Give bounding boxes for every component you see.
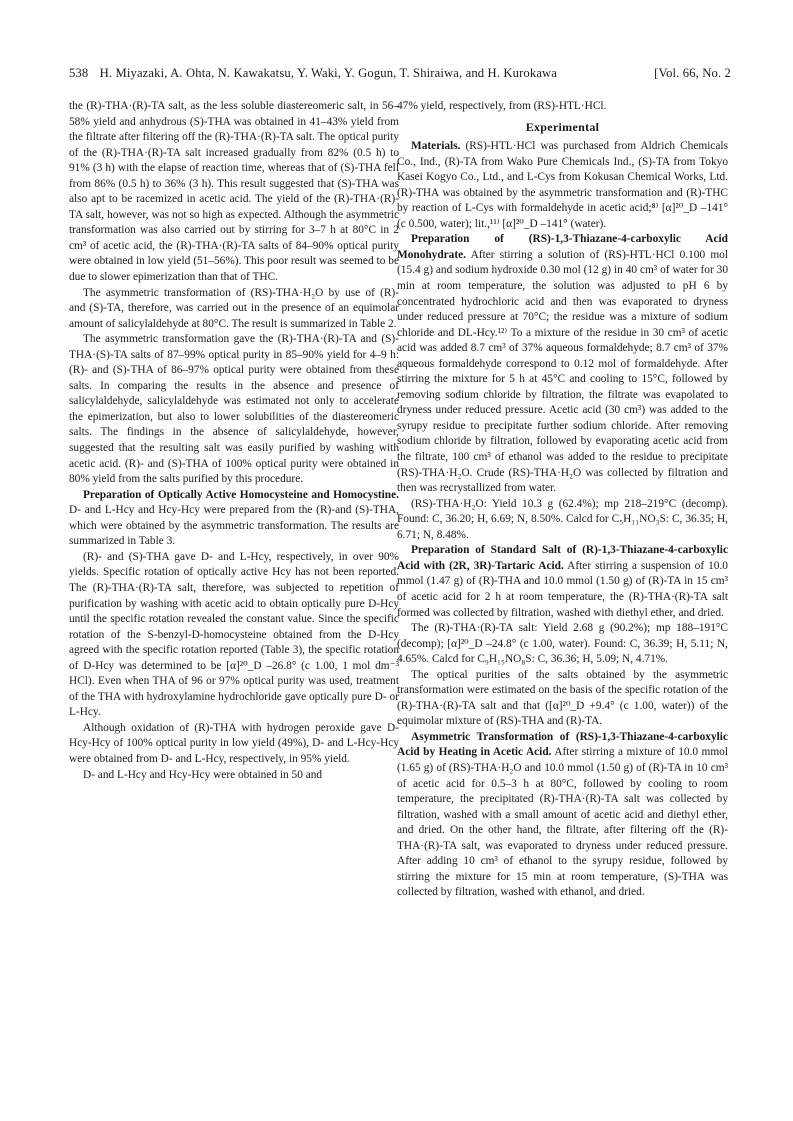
runin-heading: Preparation of (RS)-1,3-Thiazane-4-carboxylic Acid Monohydrate. [397, 233, 728, 261]
runin-heading: Preparation of Standard Salt of (R)-1,3-Thiazane-4-carboxylic Acid with (2R, 3R)-Tartaric Acid. [397, 544, 728, 572]
subsection-paragraph [397, 730, 728, 901]
body-paragraph: (R)- and (S)-THA gave D- and L-Hcy, respectively, in over 90% yields. Specific rotation of optically active Hcy has not been reported. The (R)-THA·(R)-TA salt, therefore, was subjected to repetition of purification by washing with acetic acid to obtain optically pure D-Hcy until the specific rotation revealed the constant value. Since the specific rotation of the S-benzyl-D-homocysteine obtained from the D-Hcy agreed with the specific rotation reported (Table 3), the specific rotation of D-Hcy was determined to be [α]²⁰_D –26.8° (c 1.00, 1 mol dm⁻³ HCl). Even when THA of 96 or 97% optical purity was used, treatment of the THA with hydroxylamine hydrochloride gave optically pure D- or L-Hcy. [69, 550, 399, 719]
body-paragraph: The asymmetric transformation gave the (R)-THA·(R)-TA and (S)-THA·(S)-TA salts of 87–99% optical purity in 85–90% yield for 4–9 h: (R)- and (S)-THA of 86–97% optical purity were obtained from these salts. In comparing the results in the absence and presence of salicylaldehyde, salicylaldehyde was estimated not only to accelerate the epimerization, but also to lower solubilities of the diastereomeric salts. The findings in the absence of salicylaldehyde, however, suggested that the resulting salt was easily purified by washing with acetic acid. (R)- and (S)-THA of 100% optical purity were obtained in 80% yield from the salts purified by this procedure. [69, 333, 399, 486]
runin-heading: Materials. [411, 140, 461, 153]
subsection-paragraph [397, 543, 728, 621]
right-column [397, 99, 728, 901]
paragraph-text: After stirring a solution of (RS)-HTL·HCl 0.100 mol (15.4 g) and sodium hydroxide 0.30 mol (12 g) in 40 cm³ of water for 30 min at room temperature, the solution was adjusted to pH 6 by concentrated hydrochloric acid and then was evaporated to dryness under reduced pressure at 70°C; the residue was a mixture of sodium chloride and DL-Hcy.¹²⁾ To a mixture of the residue in 30 cm³ of acetic acid was added 8.7 cm³ of 37% aqueous formaldehyde; 8.7 cm³ of 37% aqueous formaldehyde correspond to 0.12 mol of formaldehyde. After stirring the mixture for 5 h at 45°C and cooling to 15°C, followed by removing sodium chloride by filtration, the filtrate was evapolated to dryness under reduced pressure. Acetic acid (30 cm³) was added to the syrupy residue to precipitate further sodium chloride. After removing sodium chloride by filtration, followed by evaporating acetic acid from the filtrate, 100 cm³ of ethanol was added to the residue to precipitate (RS)-THA·H₂O. Crude (RS)-THA·H₂O was collected by filtration and then was recrystallized from water. [397, 248, 728, 495]
left-column [69, 99, 399, 783]
analysis-data: The (R)-THA·(R)-TA salt: Yield 2.68 g (90.2%); mp 188–191°C (decomp); [α]²⁰_D –24.8° (c 1.00, water). Found: C, 36.39; H, 5.11; N, 4.65%. Calcd for C₉H₁₅NO₈S: C, 36.36; H, 5.09; N, 4.71%. [397, 622, 728, 666]
analysis-data: (RS)-THA·H₂O: Yield 10.3 g (62.4%); mp 218–219°C (decomp). Found: C, 36.20; H, 6.69; N, 8.50%. Calcd for C₅H₁₁NO₃S: C, 36.35; H, 6.71; N, 8.48%. [397, 497, 728, 541]
body-paragraph: 47% yield, respectively, from (RS)-HTL·HCl. [397, 100, 607, 112]
paragraph-text: After stirring a suspension of 10.0 mmol (1.47 g) of (R)-THA and 10.0 mmol (1.50 g) of (R)-TA in 15 cm³ of acetic acid for 2 h at room temperature, the (R)-THA·(R)-TA salt formed was collected by filtration, washed with diethyl ether, and dried. [397, 559, 728, 619]
author-list: H. Miyazaki, A. Ohta, N. Kawakatsu, Y. Waki, Y. Gogun, T. Shiraiwa, and H. Kurokawa [99, 66, 558, 80]
journal-reference: [Vol. 66, No. 2 [654, 66, 731, 80]
body-paragraph: The optical purities of the salts obtained by the asymmetric transformation were estimated on the basis of the specific rotation of the (R)-THA·(R)-TA salt and that ([α]²⁰_D +9.4° (c 1.00, water)) of the equimolar mixture of (RS)-THA and (R)-TA. [397, 668, 728, 728]
body-paragraph: The asymmetric transformation of (RS)-THA·H₂O by use of (R)- and (S)-TA, therefore, was carried out in the presence of an equimolar amount of salicylaldehyde at 80°C. The result is summarized in Table 2. [69, 286, 399, 330]
running-head [69, 66, 729, 81]
subsection-paragraph [397, 232, 728, 496]
section-heading: Experimental [525, 119, 600, 134]
runin-heading: Asymmetric Transformation of (RS)-1,3-Thiazane-4-carboxylic Acid by Heating in Acetic Acid. [397, 730, 728, 759]
paragraph-text: (RS)-HTL·HCl was purchased from Aldrich Chemicals Co., Ind., (R)-TA from Wako Pure Chemicals Ind., (S)-TA from Tokyo Kasei Kogyo Co., Ltd., and L-Cys from Kokusan Chemical Works, Ltd. (R)-THA was obtained by the asymmetric transformation and (R)-THC by reaction of L-Cys with formaldehyde in acetic acid;⁸⁾ [α]²⁰_D –141° (c 0.500, water); lit.,¹¹⁾ [α]²⁰_D –141° (water). [397, 140, 728, 230]
paragraph-text: D- and L-Hcy and Hcy-Hcy were prepared from the (R)-and (S)-THA, which were obtained by the asymmetric transformation. The results are summarized in Table 3. [69, 504, 399, 548]
subsection-paragraph [69, 488, 399, 550]
runin-heading: Preparation of Optically Active Homocysteine and Homocystine. [83, 488, 399, 501]
paragraph-text: After stirring a mixture of 10.0 mmol (1.65 g) of (RS)-THA·H₂O and 10.0 mmol (1.50 g) of (R)-TA in 10 cm³ of acetic acid for 0.5–3 h at 80°C, followed by cooling to room temperature, the precipitated (R)-THA·(R)-TA salt was collected by filtration, washed with a small amount of acetic acid and diethyl ether, and dried. On the other hand, the filtrate, after filtering off the (R)-THA·(R)-TA salt, was evaporated to dryness under reduced pressure. After adding 10 cm³ of ethanol to the syrupy residue, followed by stirring the mixture for 15 min at room temperature, (S)-THA was collected by filtration, washed with ethanol, and dried. [397, 746, 728, 899]
body-paragraph: the (R)-THA·(R)-TA salt, as the less soluble diastereomeric salt, in 56–58% yield and anhydrous (S)-THA was obtained in 41–43% yield from the filtrate after filtering off the (R)-THA·(R)-TA salt. The optical purity of the (R)-THA·(R)-TA salt increased gradually from 82% (0.5 h) to 91% (3 h) with the elapse of reaction time, whereas that of (S)-THA fell from 86% (0.5 h) to 36% (3 h). This result suggested that (S)-THA was also apt to be racemized in acetic acid. The yield of the (R)-THA·(R)-TA salt, however, was not so high as expected. Although the asymmetric transformation was also carried out by stirring for 3–7 h at 80°C in 2 cm³ of acetic acid, the (R)-THA·(R)-TA salts of 84–90% optical purity were obtained in low yield (51–56%). This poor result was seemed to be due to slower epimerization than that of THC. [69, 100, 399, 284]
subsection-paragraph [397, 139, 728, 232]
body-paragraph: Although oxidation of (R)-THA with hydrogen peroxide gave D-Hcy-Hcy of 100% optical purity in low yield (49%), D- and L-Hcy-Hcy were obtained from D- and L-Hcy, respectively, in 95% yield. [69, 721, 399, 765]
page-number: 538 [69, 66, 89, 80]
body-paragraph: D- and L-Hcy and Hcy-Hcy were obtained in 50 and [83, 768, 323, 781]
